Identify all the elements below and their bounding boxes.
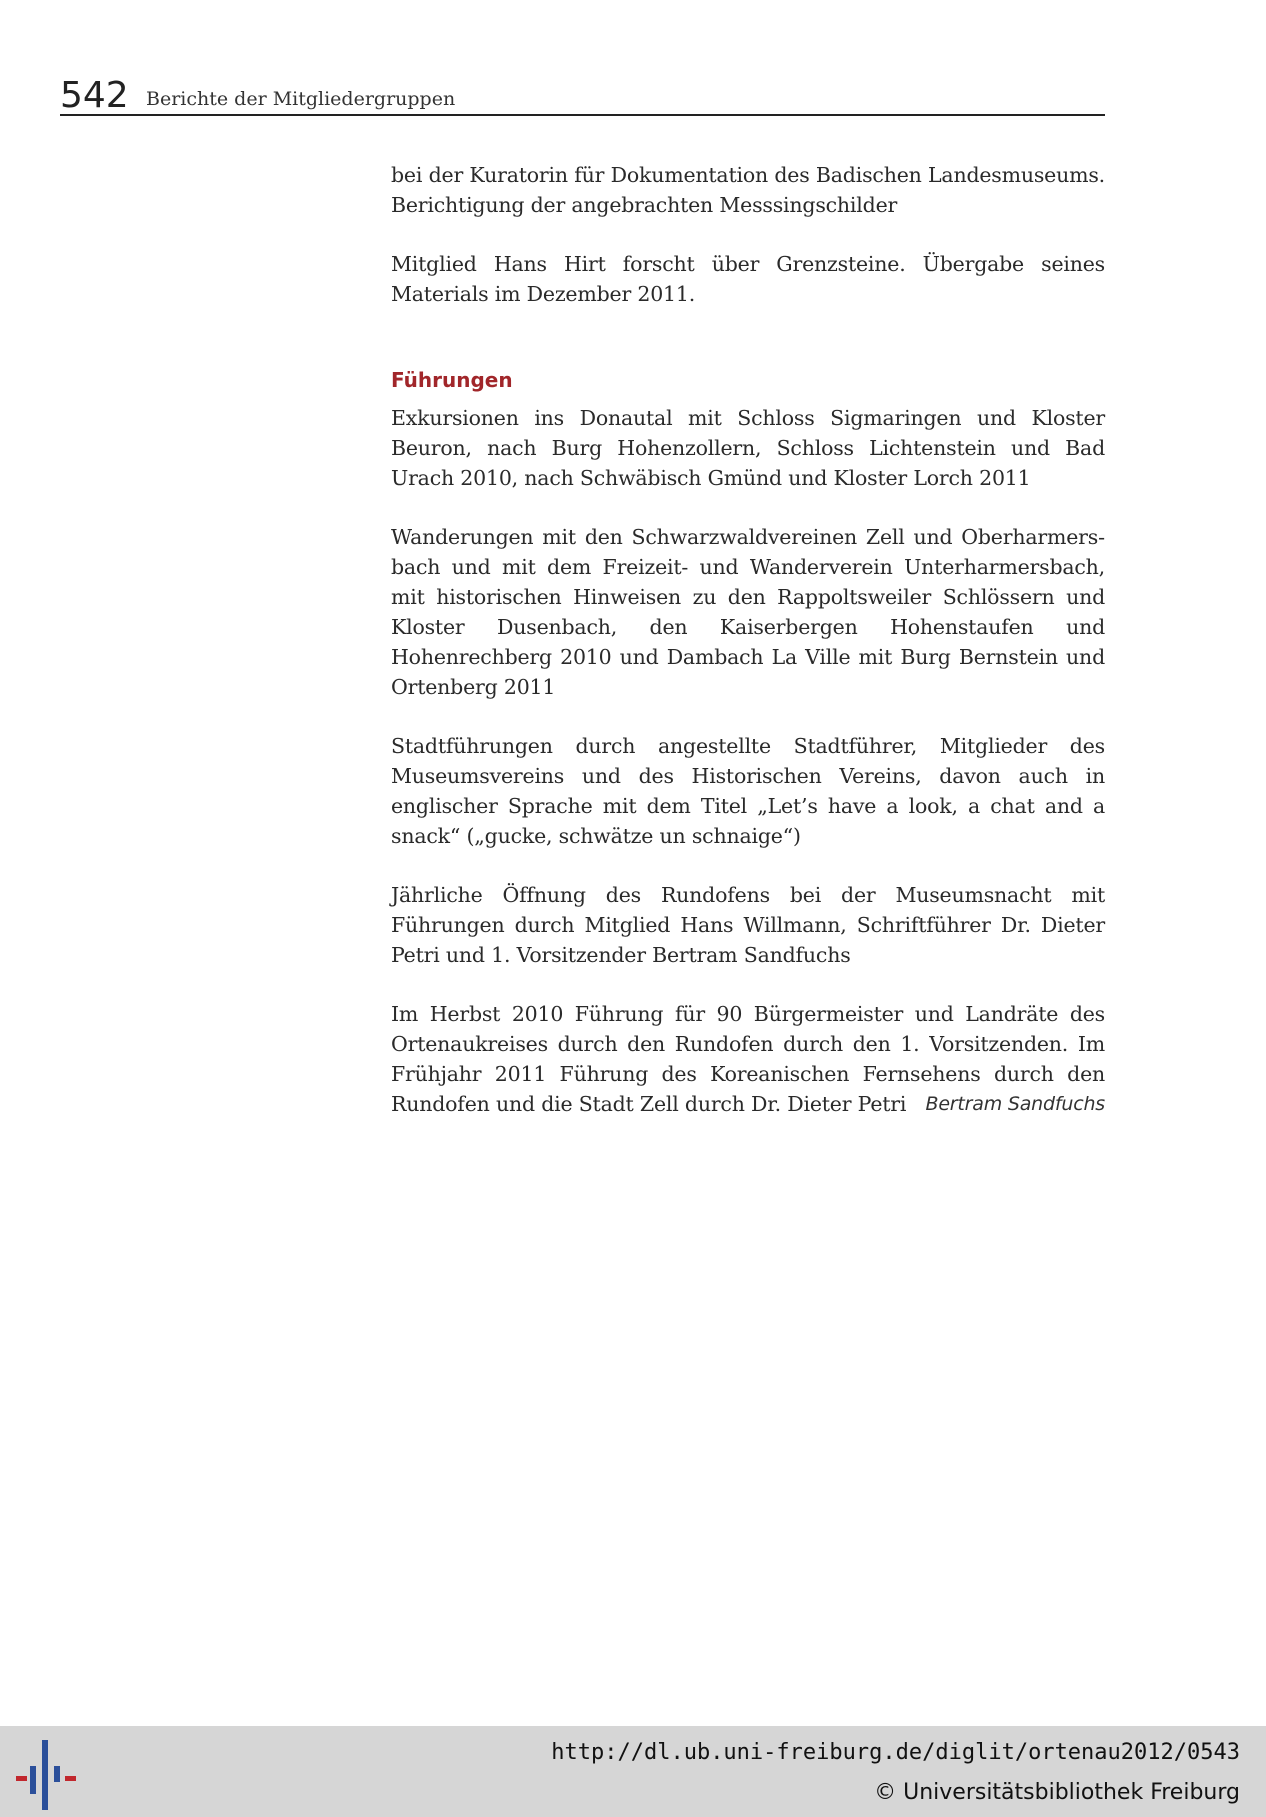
paragraph-4: Wanderungen mit den Schwarzwaldvereinen Zell und Oberharmersbach und mit dem Freizeit- und Wanderverein Unterharmersbach, mit historischen Hinweisen zu den Rappoltsweiler Schlössern und Kloster Dusenbach, den Kaiserbergen Hohenstaufen und Hohenrechberg 2010 und Dambach La Ville mit Burg Bernstein und Ortenberg 2011	[391, 525, 1105, 699]
page-number: 542	[60, 75, 129, 116]
footer-bar	[0, 1726, 1266, 1817]
paragraph-3: Exkursionen ins Donautal mit Schloss Sigmaringen und Kloster Beuron, nach Burg Hohenzollern, Schloss Lichtenstein und Bad Urach 2010, nach Schwäbisch Gmünd und Kloster Lorch 2011	[391, 406, 1105, 490]
footer-url[interactable]: http://dl.ub.uni-freiburg.de/diglit/ortenau2012/0543	[551, 1740, 1240, 1765]
ub-freiburg-logo-icon	[16, 1740, 78, 1810]
author-signature: Bertram Sandfuchs	[925, 1093, 1105, 1115]
body-column	[391, 160, 1105, 1119]
page-header	[60, 75, 1105, 116]
paragraph-2: Mitglied Hans Hirt forscht über Grenzsteine. Übergabe seines Materials im Dezember 2011.	[391, 252, 1105, 306]
paragraph-5: Stadtführungen durch angestellte Stadtführer, Mitglieder des Museumsvereins und des Historischen Vereins, davon auch in englischer Sprache mit dem Titel „Let’s have a look, a chat and a snack“ („gucke, schwätze un schnaige“)	[391, 734, 1105, 848]
paragraph-7	[391, 999, 1105, 1119]
running-title: Berichte der Mitgliedergruppen	[146, 88, 456, 110]
paragraph-1: bei der Kuratorin für Dokumentation des Badischen Landesmuseums. Berichtigung der angebrachten Messsingschilder	[391, 163, 1105, 217]
footer-copyright: © Universitätsbibliothek Freiburg	[874, 1780, 1240, 1805]
paragraph-6: Jährliche Öffnung des Rundofens bei der Museumsnacht mit Führungen durch Mitglied Hans Willmann, Schriftführer Dr. Dieter Petri und 1. Vorsitzender Bertram Sandfuchs	[391, 883, 1105, 967]
section-heading-fuehrungen: Führungen	[391, 368, 513, 392]
paragraph-7-text: Im Herbst 2010 Führung für 90 Bürgermeister und Landräte des Ortenaukreises durch den Rundofen durch den 1. Vorsitzenden. Im Frühjahr 2011 Führung des Koreanischen Fernsehens durch den Rundofen und die Stadt Zell durch Dr. Dieter Petri	[391, 1002, 1105, 1116]
